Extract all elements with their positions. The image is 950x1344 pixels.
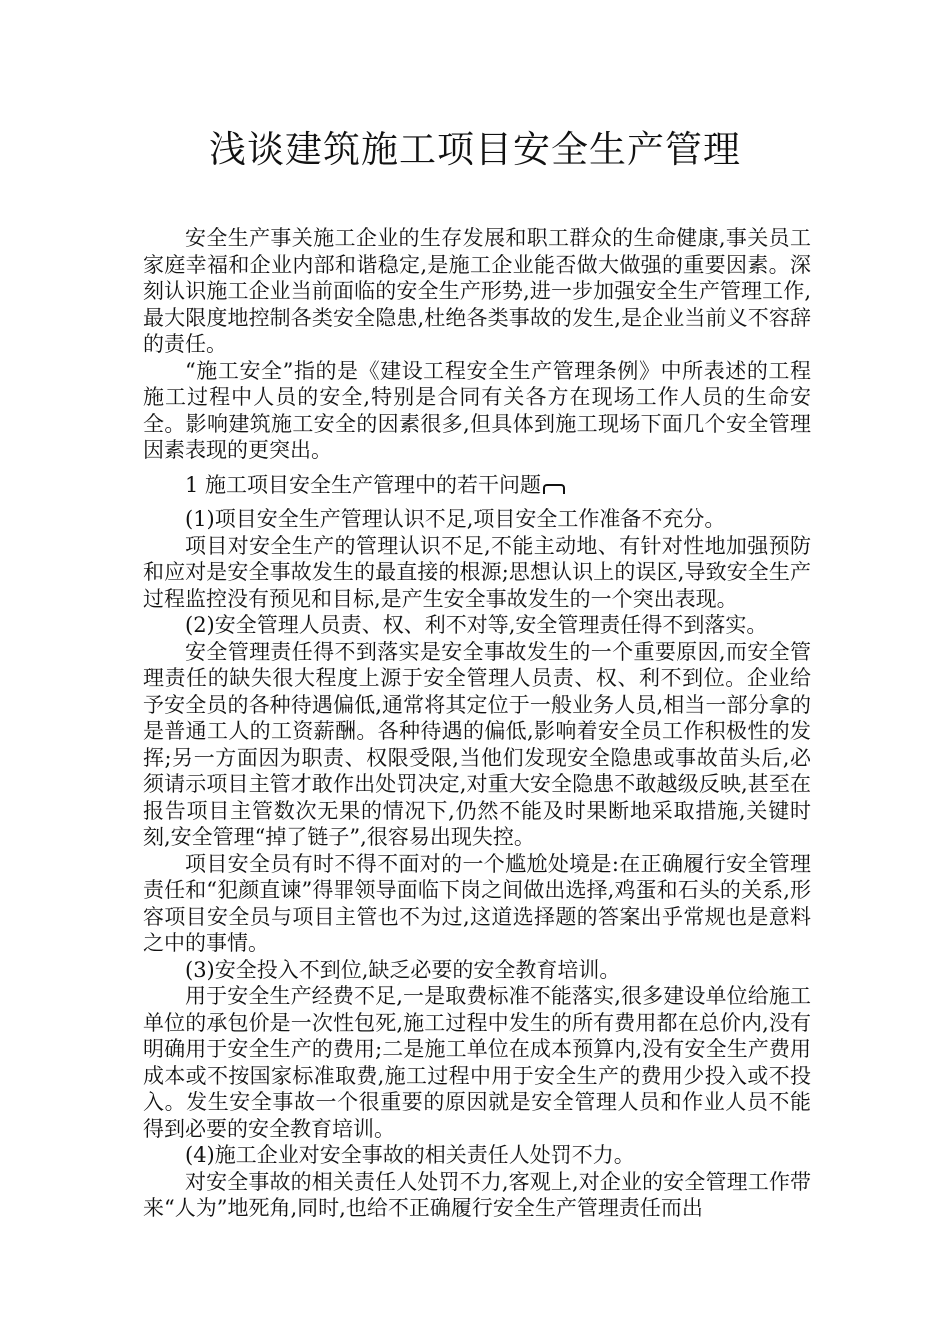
section-heading (143, 472, 811, 499)
paragraph-intro-2: “施工安全”指的是《建设工程安全生产管理条例》中所表述的工程施工过程中人员的安全,特别是合同有关各方在现场工作人员的生命安全。影响建筑施工安全的因素很多,但具体到施工现场下面几个安全管理因素表现的更突出。 (143, 358, 811, 462)
section-heading-text: 1 施工项目安全生产管理中的若干问题 (185, 472, 542, 497)
paragraph-1: 项目对安全生产的管理认识不足,不能主动地、有针对性地加强预防和应对是安全事故发生的最直接的根源;思想认识上的误区,导致安全生产过程监控没有预见和目标,是产生安全事故发生的一个突出表现。 (143, 533, 811, 611)
paragraph-3: 用于安全生产经费不足,一是取费标准不能落实,很多建设单位给施工单位的承包价是一次性包死,施工过程中发生的所有费用都在总价内,没有明确用于安全生产的费用;二是施工单位在成本预算内,没有安全生产费用成本或不按国家标准取费,施工过程中用于安全生产的费用少投入或不投入。发生安全事故一个很重要的原因就是安全管理人员和作业人员不能得到必要的安全教育培训。 (143, 984, 811, 1141)
document-body (143, 225, 811, 1222)
paragraph-4: 对安全事故的相关责任人处罚不力,客观上,对企业的安全管理工作带来“人为”地死角,同时,也给不正确履行安全生产管理责任而出 (143, 1169, 811, 1220)
subheading-4: (4)施工企业对安全事故的相关责任人处罚不力。 (185, 1143, 635, 1167)
paragraph-intro-1: 安全生产事关施工企业的生存发展和职工群众的生命健康,事关员工家庭幸福和企业内部和谐稳定,是施工企业能否做大做强的重要因素。深刻认识施工企业当前面临的安全生产形势,进一步加强安全生产管理工作,最大限度地控制各类安全隐患,杜绝各类事故的发生,是企业当前义不容辞的责任。 (143, 226, 811, 356)
paragraph-2a: 安全管理责任得不到落实是安全事故发生的一个重要原因,而安全管理责任的缺失很大程度上源于安全管理人员责、权、利不到位。企业给予安全员的各种待遇偏低,通常将其定位于一般业务人员,相当一部分拿的是普通工人的工资薪酬。各种待遇的偏低,影响着安全员工作积极性的发挥;另一方面因为职责、权限受限,当他们发现安全隐患或事故苗头后,必须请示项目主管才敢作出处罚决定,对重大安全隐患不敢越级反映,甚至在报告项目主管数次无果的情况下,仍然不能及时果断地采取措施,关键时刻,安全管理“掉了链子”,很容易出现失控。 (143, 639, 811, 849)
paragraph-2b: 项目安全员有时不得不面对的一个尴尬处境是:在正确履行安全管理责任和“犯颜直谏”得罪领导面临下岗之间做出选择,鸡蛋和石头的关系,形容项目安全员与项目主管也不为过,这道选择题的答案出乎常规也是意料之中的事情。 (143, 851, 811, 955)
text-cursor-icon (543, 484, 565, 494)
subheading-2: (2)安全管理人员责、权、利不对等,安全管理责任得不到落实。 (185, 613, 768, 637)
document-title: 浅谈建筑施工项目安全生产管理 (209, 128, 741, 171)
subheading-1: (1)项目安全生产管理认识不足,项目安全工作准备不充分。 (185, 507, 726, 531)
subheading-3: (3)安全投入不到位,缺乏必要的安全教育培训。 (185, 957, 621, 982)
